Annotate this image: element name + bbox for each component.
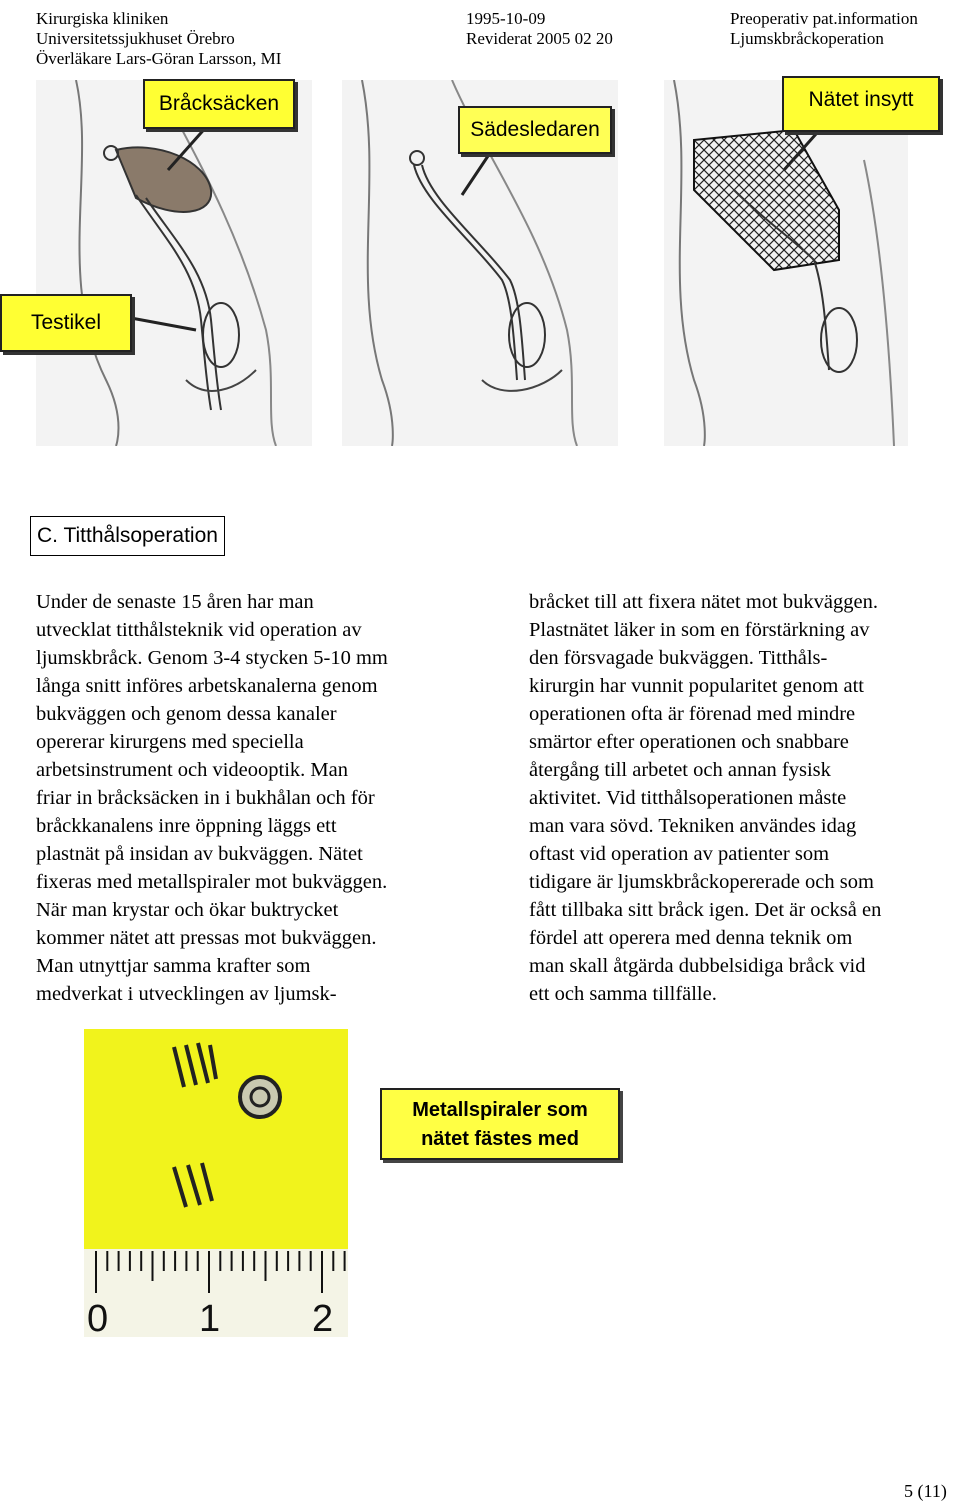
- body-right-line: aktivitet. Vid titthålsoperationen måste: [529, 787, 847, 809]
- body-right-line: ett och samma tillfälle.: [529, 983, 717, 1005]
- body-right-line: fått tillbaka sitt bråck igen. Det är också en: [529, 899, 882, 921]
- label-natet-insytt: [782, 76, 940, 132]
- header-revised: Reviderat 2005 02 20: [466, 29, 613, 48]
- ruler-label-1: 1: [199, 1298, 221, 1337]
- body-right-line: återgång till arbetet och annan fysisk: [529, 759, 831, 781]
- body-right-line: man vara sövd. Tekniken användes idag: [529, 815, 857, 837]
- body-right-line: bråcket till att fixera nätet mot bukväggen.: [529, 591, 878, 613]
- label-natet-insytt-text: Nätet insytt: [808, 88, 914, 111]
- ruler-label-0: 0: [87, 1298, 109, 1337]
- body-right-line: Plastnätet läker in som en förstärkning av: [529, 619, 870, 641]
- body-left-line: När man krystar och ökar buktrycket: [36, 899, 339, 921]
- header-author: Överläkare Lars-Göran Larsson, MI: [36, 49, 282, 68]
- spiral-photo: [84, 1029, 348, 1337]
- body-left-line: Man utnyttjar samma krafter som: [36, 955, 311, 977]
- body-left-line: fixeras med metallspiraler mot bukväggen.: [36, 871, 388, 893]
- body-left-line: opererar kirurgens med speciella: [36, 731, 304, 753]
- ruler-label-2: 2: [312, 1298, 334, 1337]
- header-dept: Kirurgiska kliniken: [36, 9, 169, 28]
- illustration-mesh-inserted: [664, 80, 908, 446]
- body-right-line: man skall åtgärda dubbelsidiga bråck vid: [529, 955, 866, 977]
- body-right-column: [529, 588, 881, 1008]
- body-left-line: arbetsinstrument och videooptik. Man: [36, 759, 348, 781]
- hernia-sac-drawing: [36, 80, 312, 446]
- body-right-line: kirurgin har vunnit popularitet genom att: [529, 675, 864, 697]
- label-sadesledaren-text: Sädesledaren: [470, 118, 600, 141]
- section-heading: C. Titthålsoperation: [30, 516, 225, 556]
- label-testikel-text: Testikel: [30, 311, 102, 334]
- header-date: 1995-10-09: [466, 9, 546, 28]
- body-left-column: [36, 588, 388, 1008]
- spiral-end-icon: [240, 1077, 280, 1117]
- body-right-line: oftast vid operation av patienter som: [529, 843, 830, 865]
- label-sadesledaren: [458, 106, 612, 154]
- body-right-line: den försvagade bukväggen. Titthåls-: [529, 647, 828, 669]
- body-left-line: Under de senaste 15 åren har man: [36, 591, 314, 613]
- body-left-line: plastnät på insidan av bukväggen. Nätet: [36, 843, 363, 865]
- label-testikel: [0, 294, 132, 352]
- body-right-line: smärtor efter operationen och snabbare: [529, 731, 849, 753]
- header-center: [466, 9, 613, 49]
- body-left-line: medverkat i utvecklingen av ljumsk-: [36, 983, 337, 1005]
- body-left-line: ljumskbråck. Genom 3-4 stycken 5-10 mm: [36, 647, 388, 669]
- spiral-photo-drawing: [84, 1029, 348, 1337]
- body-left-line: friar in bråcksäcken in i bukhålan och för: [36, 787, 375, 809]
- body-left-line: bråckkanalens inre öppning läggs ett: [36, 815, 337, 837]
- page-number: 5 (11): [904, 1481, 947, 1501]
- header-doc-type: Preoperativ pat.information: [730, 9, 918, 28]
- spiral-callout-line: nätet fästes med: [421, 1128, 579, 1150]
- label-bracksacken-text: Bråcksäcken: [158, 92, 280, 115]
- body-left-line: utvecklat titthålsteknik vid operation av: [36, 619, 362, 641]
- body-right-line: tidigare är ljumskbråckopererade och som: [529, 871, 874, 893]
- label-bracksacken: [143, 79, 295, 129]
- body-right-line: operationen ofta är förenad med mindre: [529, 703, 856, 725]
- mesh-inserted-drawing: [664, 80, 908, 446]
- body-right-line: fördel att operera med denna teknik om: [529, 927, 853, 949]
- illustration-hernia-sac: [36, 80, 312, 446]
- header-right: [730, 9, 918, 49]
- header-left: [36, 9, 281, 69]
- header-hospital: Universitetssjukhuset Örebro: [36, 29, 235, 48]
- body-left-line: långa snitt införes arbetskanalerna genom: [36, 675, 378, 697]
- spiral-callout-line: Metallspiraler som: [412, 1099, 588, 1121]
- spiral-coil-icon: [174, 1043, 216, 1207]
- body-left-line: bukväggen och genom dessa kanaler: [36, 703, 337, 725]
- header-topic: Ljumskbråckoperation: [730, 29, 884, 48]
- body-left-line: kommer nätet att pressas mot bukväggen.: [36, 927, 377, 949]
- spiral-callout: [380, 1088, 620, 1160]
